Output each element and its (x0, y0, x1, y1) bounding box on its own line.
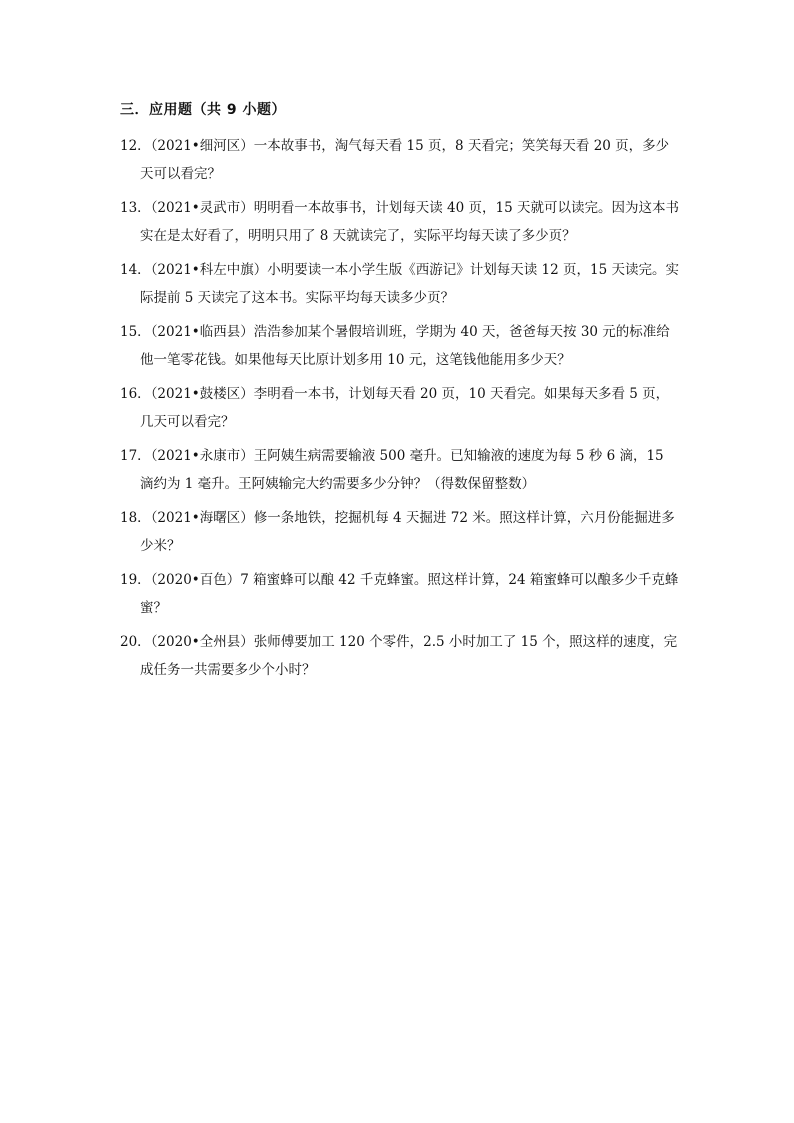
question-number: 18． (120, 510, 151, 526)
question-source: （2020•百色） (150, 572, 241, 588)
document-content (120, 100, 680, 690)
question-source: （2021•临西县） (150, 324, 254, 340)
question-text: 张师傅要加工 120 个零件，2.5 小时加工了 15 个，照这样的速度，完成任务一共需要多少个小时？ (140, 634, 678, 678)
question-number: 16． (120, 386, 151, 402)
question-source: （2021•鼓楼区） (150, 386, 254, 402)
question-18 (120, 504, 680, 560)
question-19 (120, 566, 680, 622)
question-source: （2021•海曙区） (150, 510, 254, 526)
question-number: 13． (120, 200, 151, 216)
question-15 (120, 318, 680, 374)
question-14 (120, 256, 680, 312)
question-source: （2021•永康市） (150, 448, 254, 464)
question-number: 14． (120, 262, 151, 278)
question-13 (120, 194, 680, 250)
question-text: 浩浩参加某个暑假培训班，学期为 40 天，爸爸每天按 30 元的标准给他一笔零花钱。如果他每天比原计划多用 10 元，这笔钱他能用多少天？ (140, 324, 670, 368)
question-number: 15． (120, 324, 151, 340)
question-12 (120, 132, 680, 188)
question-text: 小明要读一本小学生版《西游记》计划每天读 12 页，15 天读完。实际提前 5 天读完了这本书。实际平均每天读多少页？ (140, 262, 679, 306)
question-number: 20． (120, 634, 151, 650)
question-number: 17． (120, 448, 151, 464)
question-source: （2020•全州县） (150, 634, 254, 650)
question-number: 12． (120, 138, 151, 154)
question-number: 19． (120, 572, 151, 588)
question-text: 李明看一本书，计划每天看 20 页，10 天看完。如果每天多看 5 页，几天可以看完？ (140, 386, 670, 430)
question-source: （2021•科左中旗） (150, 262, 268, 278)
question-text: 王阿姨生病需要输液 500 毫升。已知输液的速度为每 5 秒 6 滴，15 滴约为 1 毫升。王阿姨输完大约需要多少分钟？（得数保留整数） (140, 448, 664, 492)
question-source: （2021•细河区） (150, 138, 254, 154)
question-source: （2021•灵武市） (150, 200, 254, 216)
question-20 (120, 628, 680, 684)
section-title: 三．应用题（共 9 小题） (120, 102, 286, 118)
question-text: 修一条地铁，挖掘机每 4 天掘进 72 米。照这样计算，六月份能掘进多少米？ (140, 510, 675, 554)
question-text: 明明看一本故事书，计划每天读 40 页，15 天就可以读完。因为这本书实在是太好看了，明明只用了 8 天就读完了，实际平均每天读了多少页？ (140, 200, 679, 244)
question-text: 一本故事书，淘气每天看 15 页，8 天看完；笑笑每天看 20 页，多少天可以看完？ (140, 138, 670, 182)
question-16 (120, 380, 680, 436)
question-text: 7 箱蜜蜂可以酿 42 千克蜂蜜。照这样计算，24 箱蜜蜂可以酿多少千克蜂蜜？ (140, 572, 679, 616)
question-17 (120, 442, 680, 498)
